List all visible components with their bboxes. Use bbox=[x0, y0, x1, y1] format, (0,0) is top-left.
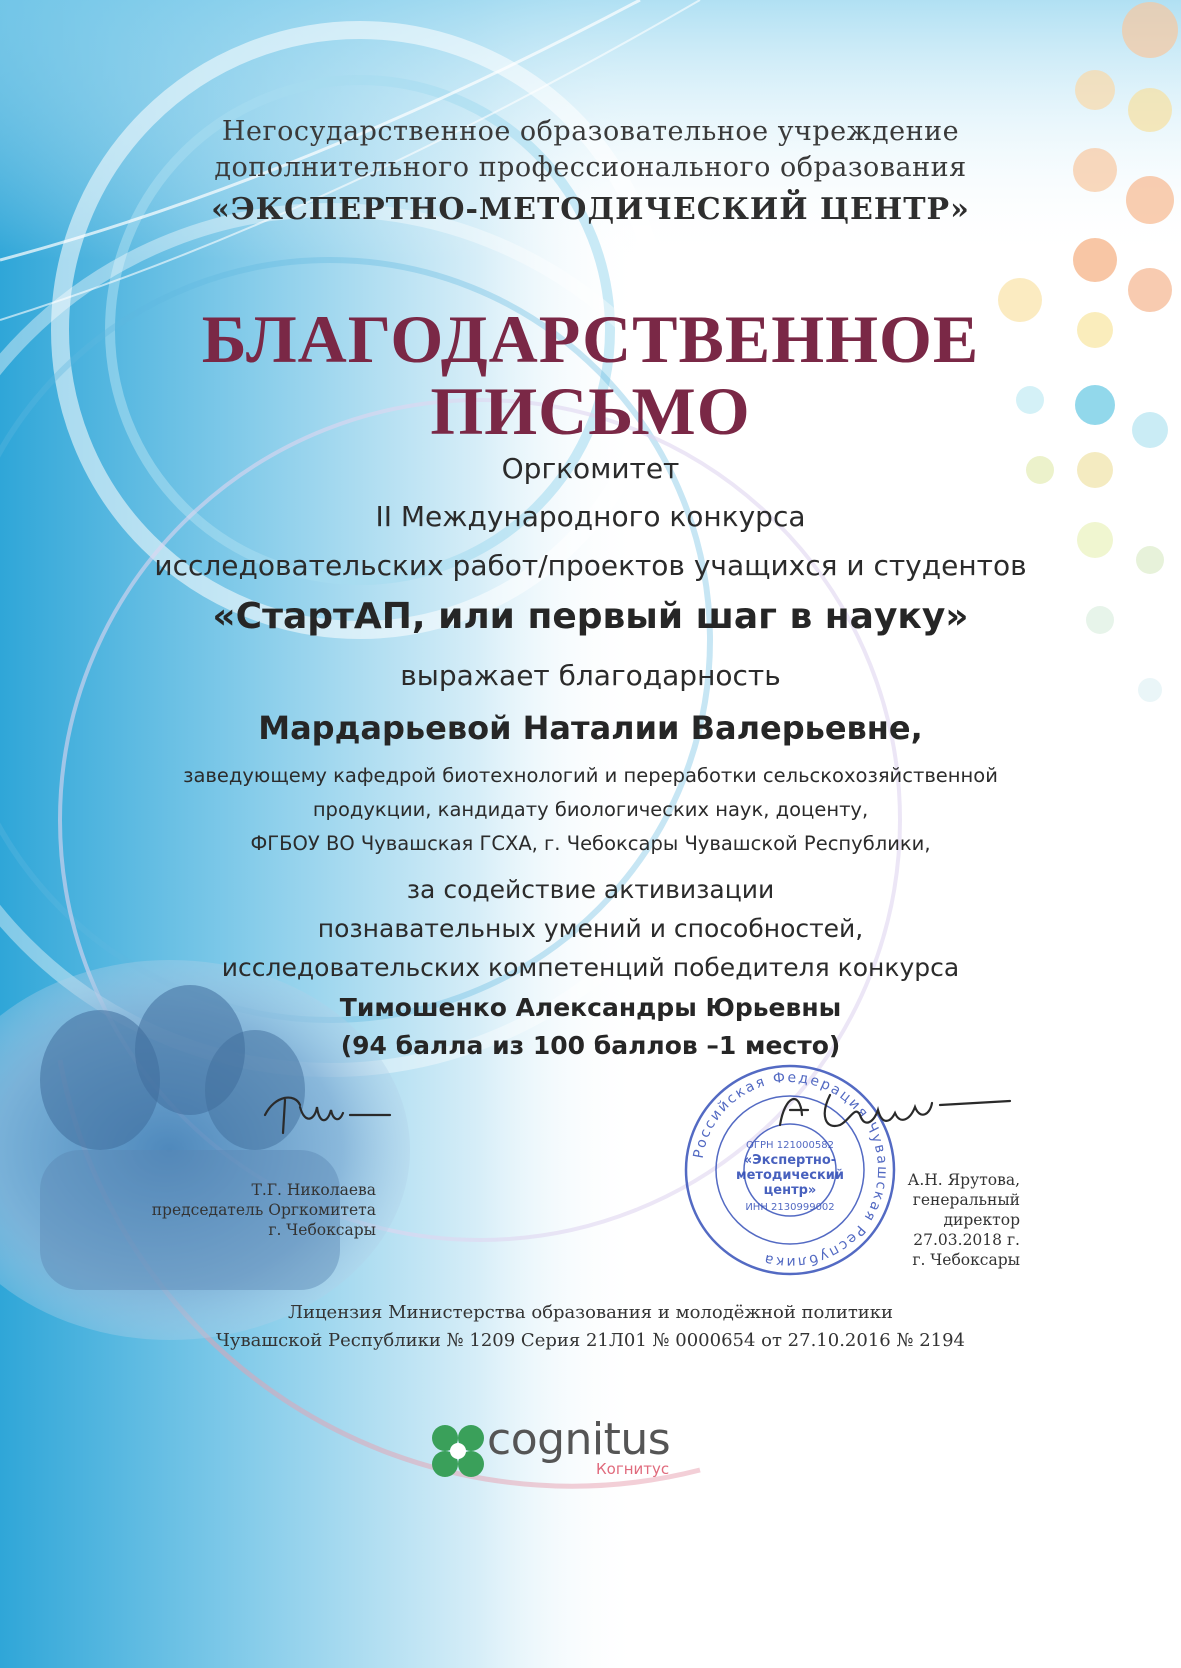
reason-line-2: познавательных умений и способностей, bbox=[317, 914, 864, 943]
title-line-2: ПИСЬМО bbox=[430, 373, 751, 449]
signature-right bbox=[760, 1075, 1020, 1155]
winner-score: (94 балла из 100 баллов –1 место) bbox=[340, 1031, 841, 1060]
stamp-ogrn: ОГРН 121000582 bbox=[746, 1140, 834, 1151]
reason-line-3: исследовательских компетенций победителя конкурса bbox=[221, 953, 960, 982]
signatory-right-date: 27.03.2018 г. bbox=[913, 1231, 1020, 1249]
signatory-left-role: председатель Оргкомитета bbox=[151, 1201, 376, 1219]
reason-line-1: за содействие активизации bbox=[406, 875, 775, 904]
position-line-3: ФГБОУ ВО Чувашская ГСХА, г. Чебоксары Чувашской Республики, bbox=[250, 832, 931, 855]
signatory-right-role: генеральный директор bbox=[912, 1191, 1020, 1229]
license-line-2: Чувашской Республики № 1209 Серия 21Л01 № 0000654 от 27.10.2016 № 2194 bbox=[215, 1330, 966, 1351]
signatory-right bbox=[860, 1170, 1020, 1270]
committee: Оргкомитет bbox=[501, 452, 680, 485]
contest-line-1: II Международного конкурса bbox=[375, 500, 806, 533]
signatory-left-name: Т.Г. Николаева bbox=[251, 1181, 376, 1199]
org-line-1: Негосударственное образовательное учреждение bbox=[221, 116, 960, 147]
org-line-2: дополнительного профессионального образования bbox=[214, 152, 967, 183]
signatory-right-name: А.Н. Ярутова, bbox=[907, 1171, 1020, 1189]
contest-name: «СтартАП, или первый шаг в науку» bbox=[212, 596, 969, 637]
signatory-left bbox=[120, 1180, 376, 1240]
org-name: «ЭКСПЕРТНО-МЕТОДИЧЕСКИЙ ЦЕНТР» bbox=[211, 192, 970, 227]
logo-wordmark: cognitus bbox=[487, 1414, 671, 1465]
license-line-1: Лицензия Министерства образования и молодёжной политики bbox=[287, 1302, 894, 1323]
contest-line-2: исследовательских работ/проектов учащихся и студентов bbox=[154, 549, 1027, 582]
recipient-name: Мардарьевой Наталии Валерьевне, bbox=[258, 709, 923, 747]
position-line-2: продукции, кандидату биологических наук, доценту, bbox=[312, 798, 869, 821]
expresses-gratitude: выражает благодарность bbox=[400, 659, 781, 692]
signatory-right-city: г. Чебоксары bbox=[912, 1251, 1020, 1269]
signature-left bbox=[255, 1085, 395, 1145]
stamp-center-3: центр» bbox=[763, 1183, 817, 1198]
stamp-inn: ИНН 2130999002 bbox=[745, 1202, 835, 1213]
winner-name: Тимошенко Александры Юрьевны bbox=[339, 993, 842, 1022]
position-line-1: заведующему кафедрой биотехнологий и переработки сельскохозяйственной bbox=[183, 764, 998, 787]
cognitus-logo-icon bbox=[425, 1418, 491, 1484]
signatory-left-city: г. Чебоксары bbox=[268, 1221, 376, 1239]
stamp-center-2: методический bbox=[735, 1168, 845, 1183]
stamp-center-1: «Экспертно- bbox=[743, 1153, 837, 1168]
stamp-ring-text: Российская Федерация Чувашская Республика bbox=[690, 1069, 891, 1271]
logo-subtitle: Когнитус bbox=[596, 1460, 670, 1478]
title-line-1: БЛАГОДАРСТВЕННОЕ bbox=[201, 301, 980, 377]
